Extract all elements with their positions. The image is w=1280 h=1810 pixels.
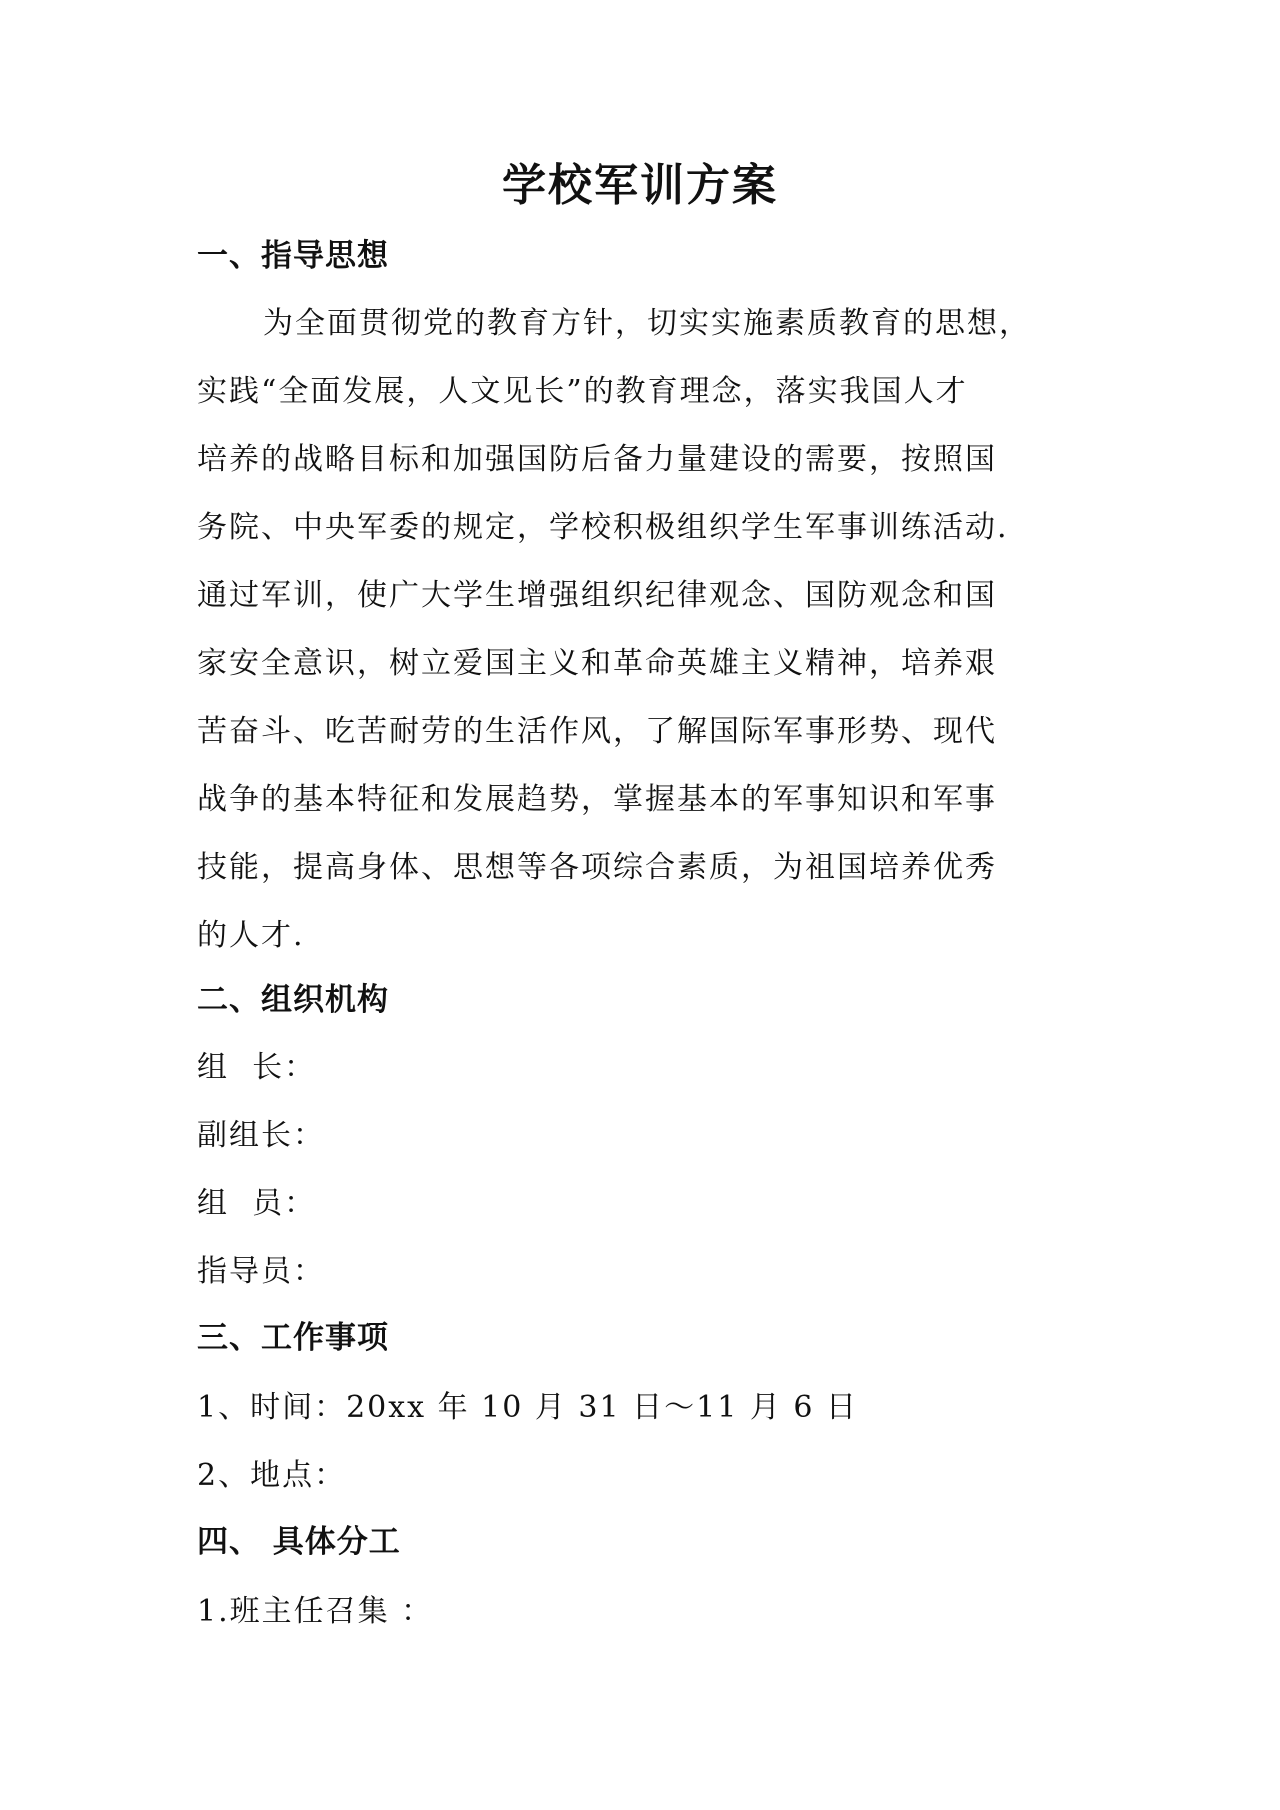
paragraph-line: 务院、中央军委的规定，学校积极组织学生军事训练活动.	[197, 510, 1009, 545]
instructor-field: 指导员：	[197, 1254, 325, 1289]
paragraph-line: 家安全意识，树立爱国主义和革命英雄主义精神，培养艰	[197, 646, 997, 681]
paragraph-line: 实践“全面发展，人文见长”的教育理念，落实我国人才	[197, 374, 968, 409]
deputy-leader-field: 副组长：	[197, 1118, 325, 1153]
division-item-1: 1.班主任召集 ：	[197, 1594, 434, 1629]
paragraph-line: 战争的基本特征和发展趋势，掌握基本的军事知识和军事	[197, 782, 997, 817]
location-field: 2、地点：	[197, 1458, 347, 1493]
paragraph-line: 的人才.	[197, 918, 305, 953]
paragraph-line: 技能，提高身体、思想等各项综合素质，为祖国培养优秀	[197, 850, 997, 885]
time-field: 1、时间：20xx 年 10 月 31 日～11 月 6 日	[197, 1390, 858, 1425]
member-field: 组 员：	[197, 1186, 317, 1221]
paragraph-line: 通过军训，使广大学生增强组织纪律观念、国防观念和国	[197, 578, 997, 613]
leader-field: 组 长：	[197, 1050, 317, 1085]
section-heading-division: 四、 具体分工	[197, 1524, 401, 1560]
paragraph-line: 培养的战略目标和加强国防后备力量建设的需要，按照国	[197, 442, 997, 477]
paragraph-line: 为全面贯彻党的教育方针，切实实施素质教育的思想，	[263, 306, 1031, 341]
section-heading-guiding-thought: 一、指导思想	[197, 238, 389, 274]
section-heading-organization: 二、组织机构	[197, 982, 389, 1018]
document-title: 学校军训方案	[502, 160, 778, 211]
section-heading-work-items: 三、工作事项	[197, 1320, 389, 1356]
paragraph-line: 苦奋斗、吃苦耐劳的生活作风，了解国际军事形势、现代	[197, 714, 997, 749]
guiding-thought-paragraph	[197, 290, 1077, 970]
